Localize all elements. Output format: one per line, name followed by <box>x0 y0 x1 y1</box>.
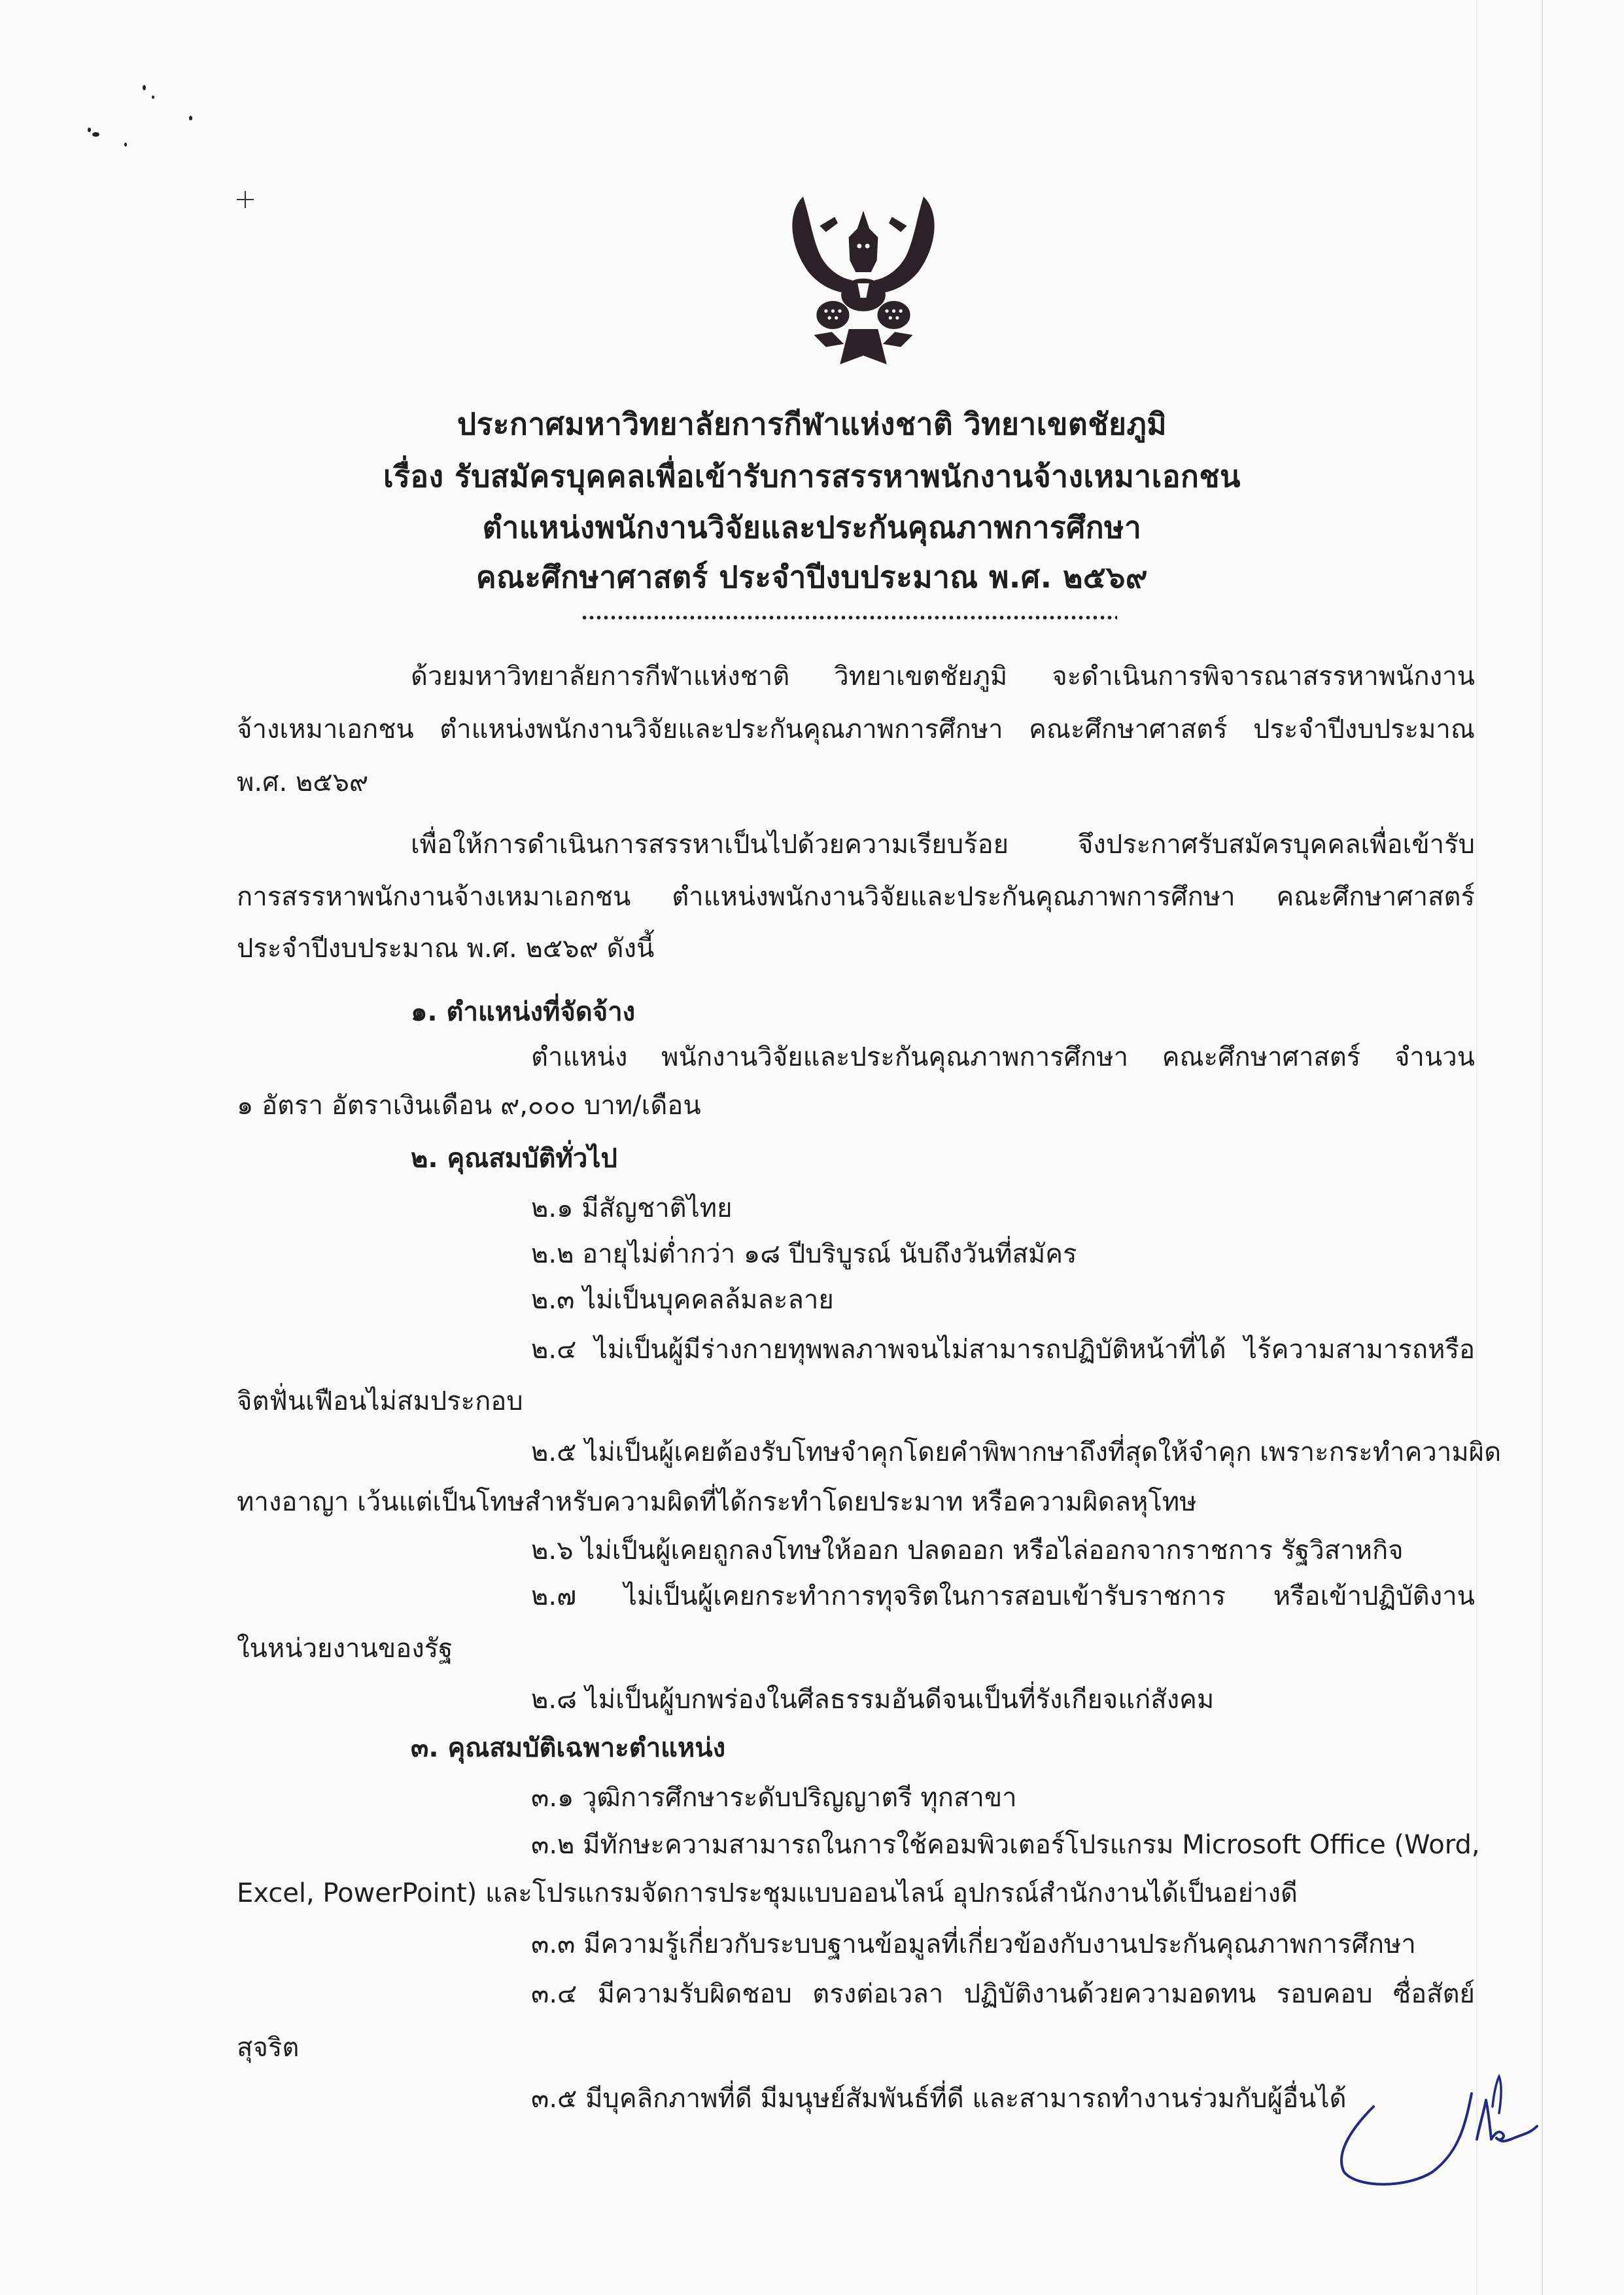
announcement-title: ประกาศมหาวิทยาลัยการกีฬาแห่งชาติ วิทยาเขตชัยภูมิ <box>457 406 1167 442</box>
item-number: ๒.๓ <box>531 1285 575 1315</box>
section-1-line: ๑ อัตรา อัตราเงินเดือน ๙,๐๐๐ บาท/เดือน <box>237 1091 701 1121</box>
item-text: อายุไม่ต่ำกว่า ๑๘ ปีบริบูรณ์ นับถึงวันที่สมัคร <box>582 1239 1077 1269</box>
qualification-item-3-1 <box>531 1785 1017 1811</box>
section-2-heading: ๒. คุณสมบัติทั่วไป <box>411 1144 617 1174</box>
dotted-separator <box>581 615 1117 620</box>
intro-paragraph-1-line: พ.ศ. ๒๕๖๙ <box>237 767 369 797</box>
item-text: ไม่เป็นผู้เคยกระทำการทุจริตในการสอบเข้ารับราชการ หรือเข้าปฏิบัติงาน <box>623 1581 1475 1611</box>
scan-speck <box>189 116 192 120</box>
item-text: มีบุคลิกภาพที่ดี มีมนุษย์สัมพันธ์ที่ดี และสามารถทำงานร่วมกับผู้อื่นได้ <box>585 2084 1347 2114</box>
qualification-item-3-2-continued: Excel, PowerPoint) และโปรแกรมจัดการประชุมแบบออนไลน์ อุปกรณ์สำนักงานได้เป็นอย่างดี <box>237 1878 1298 1908</box>
qualification-item-3-5 <box>531 2086 1347 2112</box>
announcement-position: ตำแหน่งพนักงานวิจัยและประกันคุณภาพการศึกษา <box>482 510 1142 545</box>
item-text: ไม่เป็นผู้เคยต้องรับโทษจำคุกโดยคำพิพากษาถึงที่สุดให้จำคุก เพราะกระทำความผิด <box>585 1437 1502 1467</box>
qualification-item-3-3 <box>531 1931 1416 1957</box>
qualification-item-2-4-continued: จิตฟั่นเฟือนไม่สมประกอบ <box>237 1386 523 1416</box>
qualification-item-3-2 <box>531 1830 1480 1860</box>
qualification-item-2-3 <box>531 1287 834 1313</box>
qualification-item-2-6 <box>531 1537 1404 1564</box>
item-number: ๒.๘ <box>531 1685 577 1715</box>
handwritten-signature-icon <box>1328 2074 1550 2192</box>
qualification-item-2-4 <box>531 1337 1475 1363</box>
item-text: มีความรู้เกี่ยวกับระบบฐานข้อมูลที่เกี่ยวข้องกับงานประกันคุณภาพการศึกษา <box>583 1929 1416 1959</box>
scan-speck <box>143 85 146 90</box>
item-text: มีทักษะความสามารถในการใช้คอมพิวเตอร์โปรแกรม Microsoft Office (Word, <box>583 1830 1480 1860</box>
scan-speck <box>92 132 99 137</box>
item-number: ๒.๖ <box>531 1535 574 1566</box>
item-number: ๒.๑ <box>531 1193 574 1223</box>
item-text: ไม่เป็นผู้มีร่างกายทุพพลภาพจนไม่สามารถปฏิบัติหน้าที่ได้ ไร้ความสามารถหรือ <box>594 1335 1475 1365</box>
scan-speck <box>124 143 127 147</box>
scan-edge-line <box>1476 0 1477 2295</box>
qualification-item-2-5-continued: ทางอาญา เว้นแต่เป็นโทษสำหรับความผิดที่ได้กระทำโดยประมาท หรือความผิดลหุโทษ <box>237 1487 1197 1517</box>
item-number: ๓.๑ <box>531 1783 574 1813</box>
item-number: ๓.๓ <box>531 1929 576 1959</box>
item-text: มีสัญชาติไทย <box>581 1193 733 1223</box>
item-text: ไม่เป็นบุคคลล้มละลาย <box>583 1285 834 1315</box>
qualification-item-2-8 <box>531 1687 1214 1713</box>
qualification-item-2-7 <box>531 1583 1475 1609</box>
item-text: วุฒิการศึกษาระดับปริญญาตรี ทุกสาขา <box>582 1783 1017 1813</box>
item-number: ๓.๔ <box>531 1979 578 2009</box>
announcement-faculty-year: คณะศึกษาศาสตร์ ประจำปีงบประมาณ พ.ศ. ๒๕๖๙ <box>475 559 1149 595</box>
item-number: ๒.๗ <box>531 1581 577 1611</box>
intro-paragraph-1-line: ด้วยมหาวิทยาลัยการกีฬาแห่งชาติ วิทยาเขตชัยภูมิ จะดำเนินการพิจารณาสรรหาพนักงาน <box>411 661 1475 692</box>
intro-paragraph-2-line: ประจำปีงบประมาณ พ.ศ. ๒๕๖๙ ดังนี้ <box>237 934 655 964</box>
qualification-item-3-4-continued: สุจริต <box>237 2033 300 2063</box>
scan-speck <box>88 128 91 132</box>
item-number: ๓.๒ <box>531 1830 575 1860</box>
announcement-subject: เรื่อง รับสมัครบุคคลเพื่อเข้ารับการสรรหาพนักงานจ้างเหมาเอกชน <box>383 459 1241 494</box>
section-1-line: ตำแหน่ง พนักงานวิจัยและประกันคุณภาพการศึกษา คณะศึกษาศาสตร์ จำนวน <box>531 1042 1475 1072</box>
qualification-item-2-1 <box>531 1195 733 1221</box>
qualification-item-2-7-continued: ในหน่วยงานของรัฐ <box>237 1634 453 1664</box>
item-number: ๒.๒ <box>531 1239 574 1269</box>
section-3-heading: ๓. คุณสมบัติเฉพาะตำแหน่ง <box>411 1733 726 1763</box>
garuda-emblem-icon <box>769 177 958 373</box>
qualification-item-3-4 <box>531 1981 1475 2007</box>
scan-edge-line <box>1542 0 1543 2295</box>
item-number: ๓.๕ <box>531 2084 578 2114</box>
item-text: ไม่เป็นผู้บกพร่องในศีลธรรมอันดีจนเป็นที่รังเกียจแก่สังคม <box>585 1685 1215 1715</box>
qualification-item-2-2 <box>531 1241 1077 1267</box>
intro-paragraph-2-line: การสรรหาพนักงานจ้างเหมาเอกชน ตำแหน่งพนักงานวิจัยและประกันคุณภาพการศึกษา คณะศึกษาศาสตร์ <box>237 882 1475 912</box>
item-number: ๒.๕ <box>531 1437 577 1467</box>
intro-paragraph-1-line: จ้างเหมาเอกชน ตำแหน่งพนักงานวิจัยและประกันคุณภาพการศึกษา คณะศึกษาศาสตร์ ประจำปีงบประมาณ <box>237 714 1475 745</box>
item-number: ๒.๔ <box>531 1335 577 1365</box>
item-text: มีความรับผิดชอบ ตรงต่อเวลา ปฏิบัติงานด้วยความอดทน รอบคอบ ซื่อสัตย์ <box>597 1979 1475 2009</box>
item-text: ไม่เป็นผู้เคยถูกลงโทษให้ออก ปลดออก หรือไล่ออกจากราชการ รัฐวิสาหกิจ <box>581 1535 1404 1566</box>
scan-speck <box>152 96 154 99</box>
registration-mark-icon <box>237 191 254 208</box>
intro-paragraph-2-line: เพื่อให้การดำเนินการสรรหาเป็นไปด้วยความเรียบร้อย จึงประกาศรับสมัครบุคคลเพื่อเข้ารับ <box>411 830 1475 860</box>
qualification-item-2-5 <box>531 1437 1502 1467</box>
section-1-heading: ๑. ตำแหน่งที่จัดจ้าง <box>411 997 636 1027</box>
